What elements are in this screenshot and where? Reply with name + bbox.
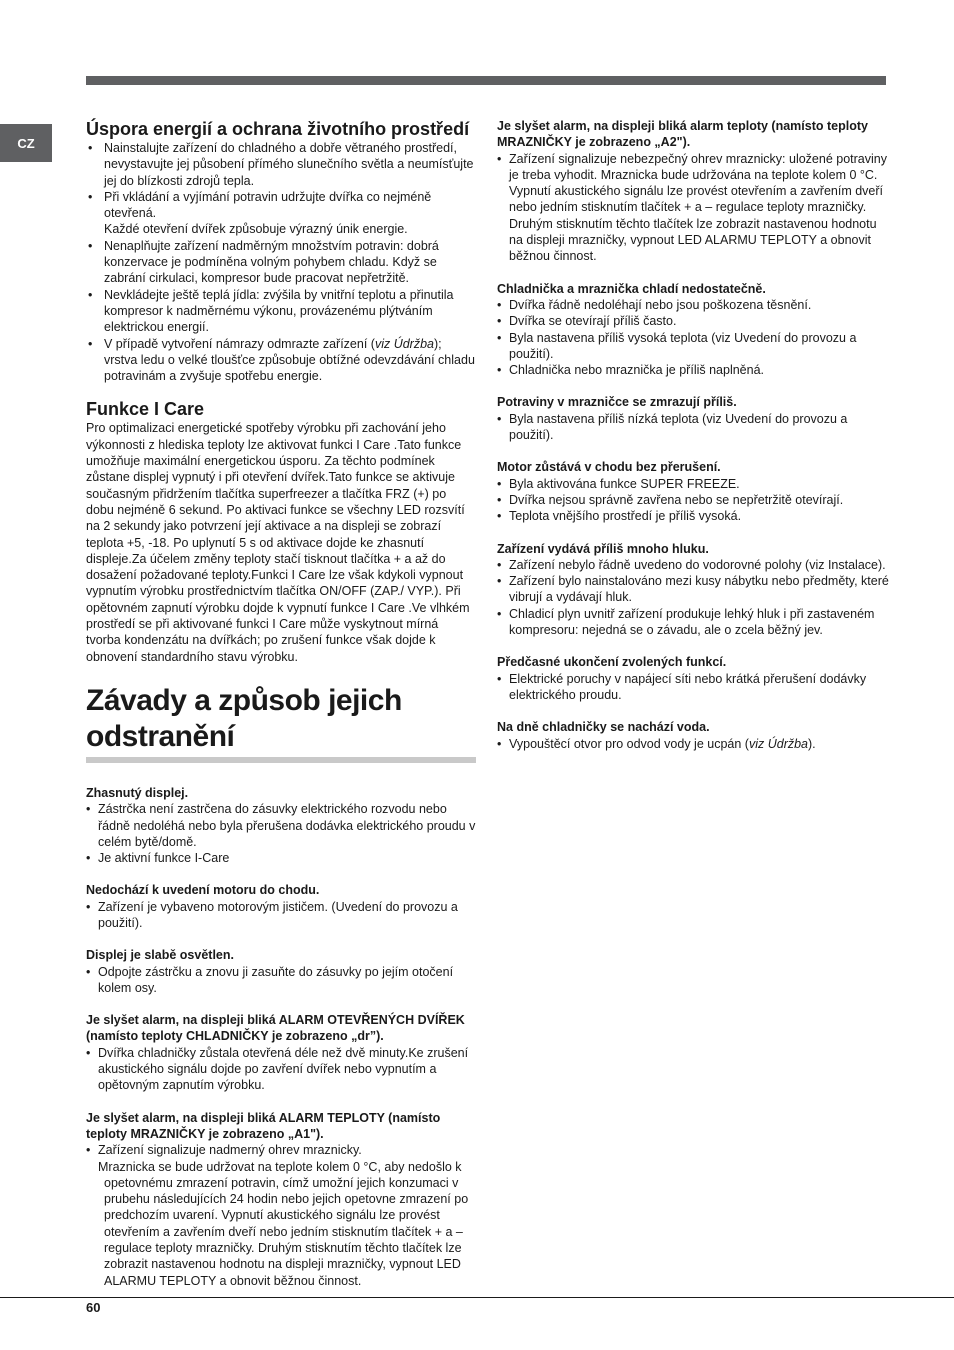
maintenance-reference: viz Údržba [374, 336, 434, 351]
list-item: • Dvířka nejsou správně zavřena nebo se nepřetržitě otevírají. [497, 492, 889, 508]
list-item: • Nainstalujte zařízení do chladného a dobře větraného prostředí, nevystavujte jej působení přímého slunečního světla a neumísťujte jej do blízkosti zdrojů tepla. [86, 140, 476, 189]
problem-block [86, 882, 476, 931]
problem-block [86, 947, 476, 996]
list-item: • Odpojte zástrčku a znovu ji zasuňte do zásuvky po jejím otočení kolem osy. [86, 964, 476, 997]
list-item: • Byla nastavena příliš nízká teplota (viz Uvedení do provozu a použití). [497, 411, 889, 444]
icare-section-title: Funkce I Care [86, 399, 205, 420]
list-item: • Nevkládejte ještě teplá jídla: zvýšila by vnitřní teplotu a přinutila kompresor k nadměrnému výkonu, provázenému plýtváním elektrickou energií. [86, 287, 476, 336]
list-item: • V případě vytvoření námrazy odmrazte zařízení (viz Údržba); vrstva ledu o velké tloušťce způsobuje obtížné odevzdávání chladu potravinám a zvyšuje spotřebu energie. [86, 336, 476, 385]
problem-block [497, 719, 889, 752]
problem-heading: Je slyšet alarm, na displeji bliká ALARM OTEVŘENÝCH DVÍŘEK (namísto teploty CHLADNIČKY je zobrazeno „dr”). [86, 1013, 465, 1044]
problem-heading: Zařízení vydává příliš mnoho hluku. [497, 541, 709, 556]
problem-block [86, 1110, 476, 1289]
list-item: • Nenaplňujte zařízení nadměrným množstvím potravin: dobrá konzervace je podmíněna volným pohybem chladu. Když se zabrání cirkulaci, kompresor bude pracovat nepřetržitě. [86, 238, 476, 287]
problem-heading: Chladnička a mraznička chladí nedostatečně. [497, 281, 766, 296]
problem-heading: Předčasné ukončení zvolených funkcí. [497, 655, 727, 670]
list-item: • Byla nastavena příliš vysoká teplota (viz Uvedení do provozu a použití). [497, 330, 889, 363]
problem-block [497, 541, 889, 639]
list-item: • Elektrické poruchy v napájecí síti nebo krátká přerušení dodávky elektrického proudu. [497, 671, 889, 704]
page-number: 60 [86, 1300, 101, 1315]
list-item: • Zařízení nebylo řádně uvedeno do vodorovné polohy (viz Instalace). [497, 557, 889, 573]
list-item: • Zařízení bylo nainstalováno mezi kusy nábytku nebo předměty, které vibrují a vydávají hluk. [497, 573, 889, 606]
maintenance-reference: viz Údržba [748, 736, 809, 751]
footer-rule [0, 1297, 954, 1298]
problem-block [497, 281, 889, 379]
problem-note: Mraznicka se bude udržovat na teplote kolem 0 °C, aby nedošlo k [98, 1159, 462, 1174]
list-item-note: Každé otevření dvířek způsobuje výrazný únik energie. [104, 222, 408, 237]
list-item: • Zařízení signalizuje nadmerný ohrev mraznicky. [86, 1142, 476, 1158]
problem-block [86, 1012, 476, 1093]
problem-heading: Je slyšet alarm, na displeji bliká ALARM TEPLOTY (namísto teploty MRAZNIČKY je zobrazeno „A1"). [86, 1110, 441, 1141]
list-item: • Byla aktivována funkce SUPER FREEZE. [497, 476, 889, 492]
list-item: • Dvířka řádně nedoléhají nebo jsou poškozena těsnění. [497, 297, 889, 313]
language-tab: CZ [0, 124, 52, 162]
list-item: • Chladnička nebo mraznička je příliš naplněná. [497, 362, 889, 378]
list-item: • Zástrčka není zastrčena do zásuvky elektrického rozvodu nebo řádně nedoléhá nebo byla přerušena dodávka elektrického proudu v celém bytě/domě. [86, 801, 476, 850]
list-item: • Chladicí plyn uvnitř zařízení produkuje lehký hluk i při zastaveném kompresoru: nejedná se o závadu, ale o zcela běžný jev. [497, 606, 889, 639]
right-column [497, 118, 889, 752]
list-item: • Dvířka chladničky zůstala otevřená déle než dvě minuty.Ke zrušení akustického signálu dojde po zavření dvířek nebo vypnutím a opětovným zapnutím výrobku. [86, 1045, 476, 1094]
list-item: • Při vkládání a vyjímání potravin udržujte dvířka co nejméně otevřená. Každé otevření dvířek způsobuje výrazný únik energie. [86, 189, 476, 238]
list-item: • Zařízení je vybaveno motorovým jističem. (Uvedení do provozu a použití). [86, 899, 476, 932]
problem-block [497, 394, 889, 443]
problem-heading: Zhasnutý displej. [86, 785, 189, 800]
troubleshooting-title: Závady a způsob jejich odstranění [86, 683, 476, 763]
problem-heading: Motor zůstává v chodu bez přerušení. [497, 460, 721, 475]
list-item: • Zařízení signalizuje nebezpečný ohrev mraznicky: uložené potraviny je treba vyhodit. Mraznicka bude udržována na teplote kolem 0 °C. Vypnutí akustického signálu lze provést otevřením a zavřením dveří nebo jedním stisknutím tlačítek + a – regulace teploty mrazničky. Druhým stisknutím těchto tlačítek lze zobrazit nastavenou hodnotu na displeji mrazničky, vypnout LED ALARMU TEPLOTY a obnovit běžnou činnost. [497, 151, 889, 265]
energy-list [86, 140, 476, 384]
energy-section-title: Úspora energií a ochrana životního prostředí [86, 119, 470, 139]
left-column [86, 118, 476, 1289]
problem-heading: Displej je slabě osvětlen. [86, 948, 234, 963]
icare-paragraph: Pro optimalizaci energetické spotřeby výrobku při zachování jeho výkonnosti z hlediska teploty lze aktivovat funkci I Care .Tato funkce umožňuje maximální energetickou úsporu. Za těchto podmínek zůstane displej vypnutý i při otevření dvířek.Tato funkce se aktivuje současným přidržením tlačítka superfreezer a tlačítka FRZ (+) po dobu nejméně 6 sekund. Po aktivaci funkce se všechny LED rozsvítí na 2 sekundy jako potvrzení její aktivace a na displeji se zobrazí teplota +5, -18. Po uplynutí 5 s od aktivace dojde ke zhasnutí displeje.Za účelem změny teploty stačí tisknout tlačítka + a až do dosažení požadované teploty.Funkci I Care lze však kdykoli vypnout vypnutím výrobku prostřednictvím tlačítka ON/OFF (ZAP./ VYP.). Při opětovném zapnutí výrobku dojde k vypnutí funkce I Care .Ve vlhkém prostředí se při aktivované funkci I Care může vyskytnout mírná tvorba kondenzátu na dvířkách; po zrušení funkce však dojde k obnovení standardního stavu výrobku. [86, 421, 470, 664]
top-header-bar [86, 76, 886, 85]
problem-block [497, 118, 889, 265]
list-item: • Vypouštěcí otvor pro odvod vody je ucpán (viz Údržba). [497, 736, 889, 752]
problem-note: opetovnému zmrazení potravin, címž umožní jejich konzumaci v prubehu následujících 24 hodin nebo jejich opetovne zmrazení po predchozím uvarení. Vypnutí akustického signálu lze provést otevřením a zavřením dveří nebo jedním stisknutím tlačítek + a – regulace teploty mrazničky. Druhým stisknutím těchto tlačítek lze zobrazit nastavenou hodnotu na displeji mrazničky, vypnout LED ALARMU TEPLOTY a obnovit běžnou činnost. [104, 1175, 469, 1288]
problem-block [497, 459, 889, 524]
list-item: • Teplota vnějšího prostředí je příliš vysoká. [497, 508, 889, 524]
problem-heading: Nedochází k uvedení motoru do chodu. [86, 883, 320, 898]
problem-heading: Je slyšet alarm, na displeji bliká alarm teploty (namísto teploty MRAZNIČKY je zobrazeno „A2"). [497, 119, 868, 150]
problem-heading: Potraviny v mrazničce se zmrazují příliš. [497, 395, 737, 410]
problem-block [86, 785, 476, 866]
problem-heading: Na dně chladničky se nachází voda. [497, 720, 710, 735]
list-item: • Je aktivní funkce I-Care [86, 850, 476, 866]
list-item: • Dvířka se otevírají příliš často. [497, 313, 889, 329]
problem-block [497, 654, 889, 703]
